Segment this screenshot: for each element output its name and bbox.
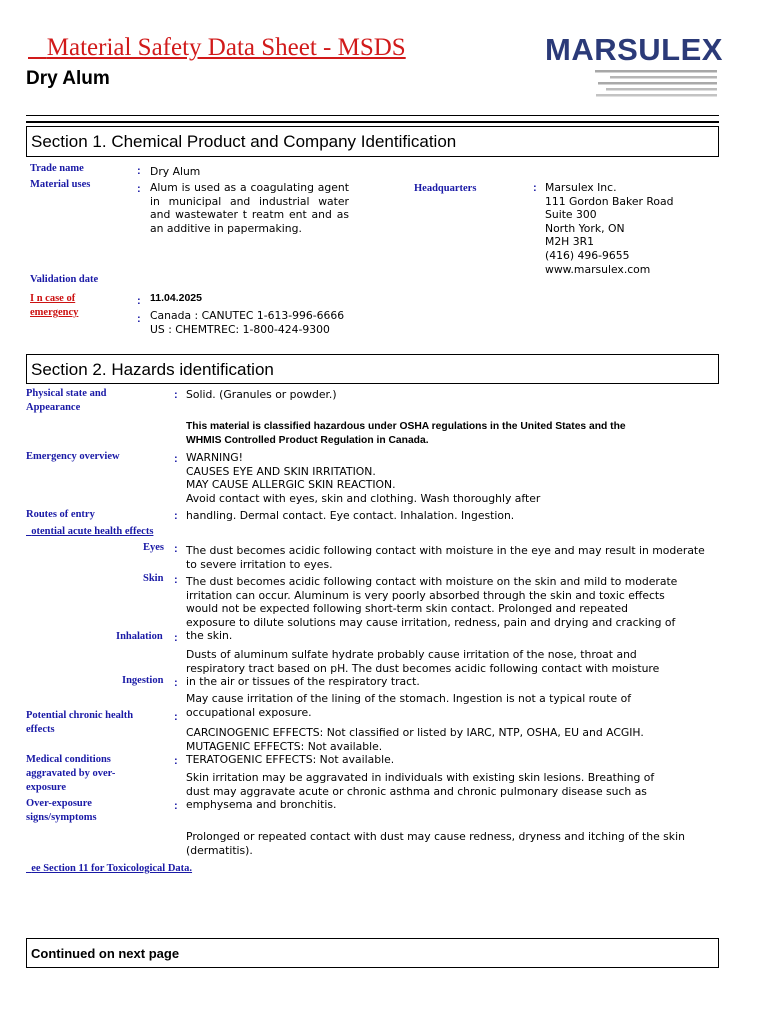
logo-text: MARSULEX [545, 32, 723, 67]
chronic-effects-label: Potential chronic health effects [26, 710, 134, 735]
section2-heading: Section 2. Hazards identification [31, 360, 274, 379]
skin-text: The dust becomes acidic following contact with moisture on the skin and mild to moderate irritation can occur. Aluminum is very poorly absorbed through the skin and toxic effects would not be expected following short-term skin contact. Prolonged and repeated exposure to dilute solutions may cause irritation, redness, pain and drying and cracking of the skin. [186, 575, 678, 643]
headquarters-label: Headquarters [414, 183, 477, 194]
hq-line: M2H 3R1 [545, 235, 594, 249]
colon: : [137, 313, 141, 325]
section1-heading-box [26, 126, 719, 157]
validation-date-label: Validation date [30, 274, 99, 285]
header-rule [26, 115, 719, 116]
material-uses-label: Material uses [30, 179, 91, 190]
section1-heading: Section 1. Chemical Product and Company Identification [31, 132, 457, 151]
see-section-11-link[interactable]: ee Section 11 for Toxicological Data. [31, 863, 193, 874]
continued-text: Continued on next page [31, 946, 180, 961]
colon: : [174, 800, 178, 812]
document-title: Material Safety Data Sheet - MSDS [46, 34, 406, 61]
routes-of-entry-value: handling. Dermal contact. Eye contact. Inhalation. Ingestion. [186, 509, 515, 522]
emergency-overview-text: WARNING! CAUSES EYE AND SKIN IRRITATION. MAY CAUSE ALLERGIC SKIN REACTION. Avoid contact with eyes, skin and clothing. Wash thoroughly after [186, 451, 541, 505]
hq-line: North York, ON [545, 221, 625, 235]
colon: : [174, 711, 178, 723]
colon: : [174, 632, 178, 644]
colon: : [137, 183, 141, 195]
colon: : [174, 389, 178, 401]
overexposure-text: Prolonged or repeated contact with dust may cause redness, dryness and itching of the skin (dermatitis). [186, 830, 685, 857]
company-logo [540, 30, 723, 102]
medical-conditions-label: Medical conditions aggravated by over- exposure [26, 754, 116, 793]
colon: : [174, 453, 178, 465]
colon: : [174, 510, 178, 522]
headquarters-address [545, 181, 674, 276]
emergency-label: I n case of emergency [30, 293, 79, 318]
medical-conditions-text: Skin irritation may be aggravated in individuals with existing skin lesions. Breathing of dust may aggravate acute or chronic asthma and chronic pulmonary disease such as emphysema and bronchitis. [186, 771, 655, 812]
trade-name-value: Dry Alum [150, 165, 201, 178]
colon: : [174, 677, 178, 689]
physical-state-label: Physical state and Appearance [26, 388, 107, 413]
eyes-text: The dust becomes acidic following contact with moisture in the eye and may result in moderate to severe irritation to eyes. [186, 544, 705, 571]
osha-notice: This material is classified hazardous under OSHA regulations in the United States and the WHMIS Controlled Product Regulation in Canada. [186, 421, 626, 446]
colon: : [533, 182, 537, 194]
hq-line: Marsulex Inc. [545, 181, 617, 194]
emergency-phone: Canada : CANUTEC 1-613-996-6666 US : CHEMTREC: 1-800-424-9300 [150, 309, 345, 336]
header-rule-2 [26, 121, 719, 123]
inhalation-text: Dusts of aluminum sulfate hydrate probably cause irritation of the nose, throat and respiratory tract based on pH. The dust becomes acidic following contact with moisture in the air or tissues of the respiratory tract. [186, 648, 660, 689]
ingestion-text: May cause irritation of the lining of the stomach. Ingestion is not a typical route of occupational exposure. [186, 692, 631, 719]
chronic-effects-text: CARCINOGENIC EFFECTS: Not classified or listed by IARC, NTP, OSHA, EU and ACGIH. MUTAGENIC EFFECTS: Not available. TERATOGENIC EFFECTS: Not available. [186, 726, 644, 767]
colon: : [174, 543, 178, 555]
continued-box [26, 938, 719, 968]
colon: : [137, 165, 141, 177]
hq-line: (416) 496-9655 [545, 248, 630, 262]
hq-line: 111 Gordon Baker Road [545, 194, 674, 208]
emergency-overview-label: Emergency overview [26, 451, 120, 462]
product-name: Dry Alum [26, 68, 110, 89]
hq-line: Suite 300 [545, 208, 597, 222]
material-uses-value: Alum is used as a coagulating agent in municipal and industrial water and wastewater t reatm ent and as an additive in papermaking. [150, 181, 349, 235]
inhalation-label: Inhalation [116, 631, 163, 642]
hq-website: www.marsulex.com [545, 262, 651, 276]
colon: : [174, 755, 178, 767]
ingestion-label: Ingestion [122, 675, 164, 686]
acute-health-effects-label: otential acute health effects [31, 526, 154, 537]
colon: : [137, 295, 141, 307]
routes-of-entry-label: Routes of entry [26, 509, 95, 520]
skin-label: Skin [143, 573, 164, 584]
validation-date-value: 11.04.2025 [150, 292, 202, 304]
overexposure-label: Over-exposure signs/symptoms [26, 798, 97, 823]
eyes-label: Eyes [143, 542, 164, 553]
logo-stripes-icon [540, 66, 720, 102]
physical-state-value: Solid. (Granules or powder.) [186, 388, 337, 401]
colon: : [174, 574, 178, 586]
trade-name-label: Trade name [30, 163, 84, 174]
section2-heading-box [26, 354, 719, 384]
